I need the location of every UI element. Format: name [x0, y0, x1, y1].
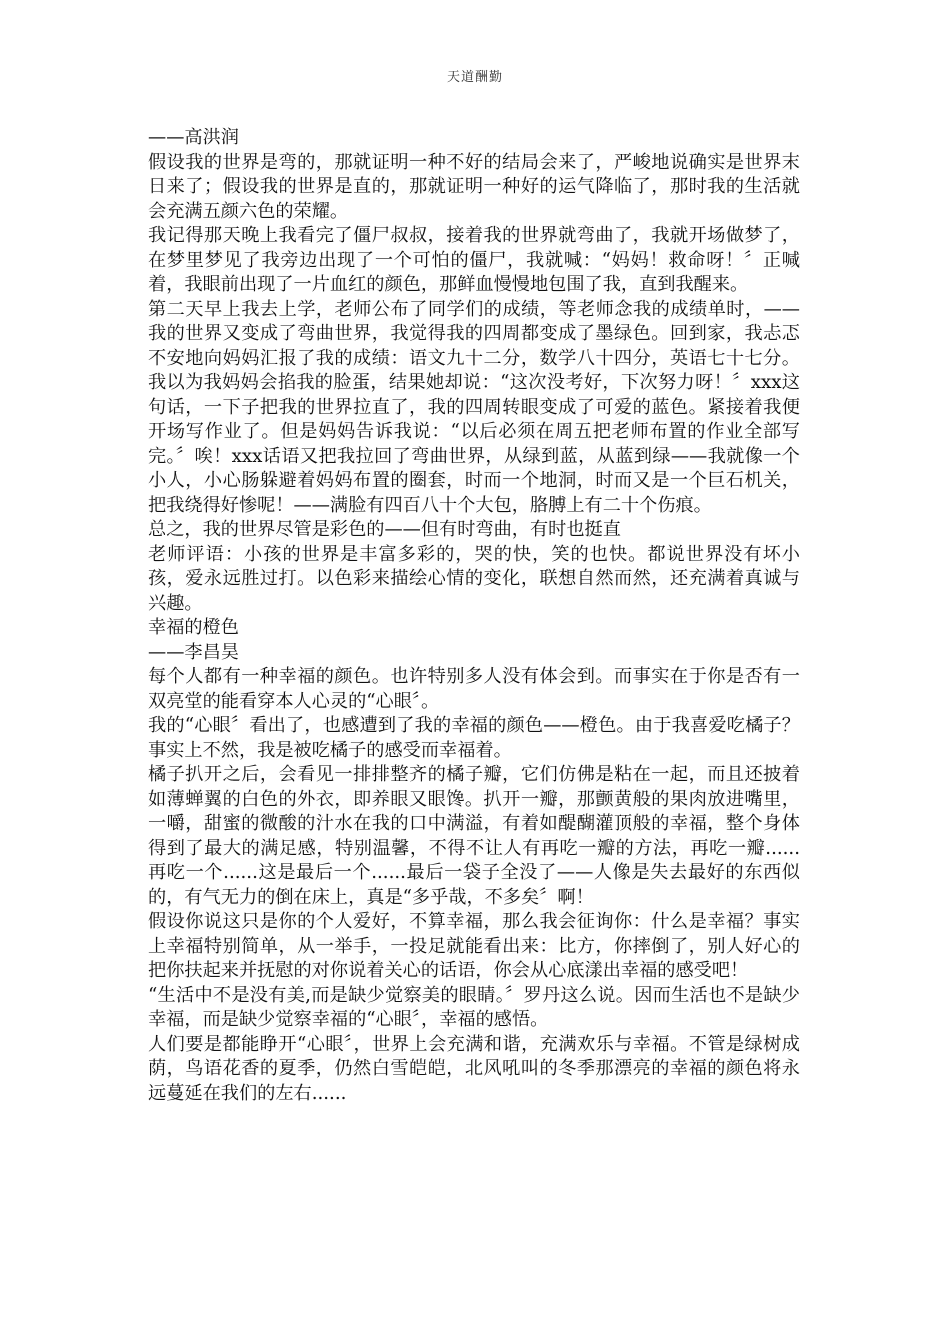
page-header: 天道酬勤 [446, 70, 503, 85]
teacher-comment: 老师评语：小孩的世界是丰富多彩的，哭的快，笑的也快。都说世界没有坏小孩，爱永远胜过打。以色彩来描绘心情的变化，联想自然而然，还充满着真诚与兴趣。 [148, 543, 800, 614]
body-paragraph: 第二天早上我去上学，老师公布了同学们的成绩，等老师念我的成绩单时，——我的世界又变成了弯曲世界，我觉得我的四周都变成了墨绿色。回到家，我忐忑不安地向妈妈汇报了我的成绩：语文九十二分，数学八十四分，英语七十七分。我以为我妈妈会掐我的脸蛋，结果她却说：“这次没考好，下次努力呀！〞xxx这句话，一下子把我的世界拉直了，我的四周转眼变成了可爱的蓝色。紧接着我便开场写作业了。但是妈妈告诉我说：“以后必须在周五把老师布置的作业全部写完。〞唉！xxx话语又把我拉回了弯曲世界，从绿到蓝，从蓝到绿——我就像一个小人，小心肠躲避着妈妈布置的圈套，时而一个地洞，时而又是一个巨石机关，把我绕得好惨呢！——满脸有四百八十个大包，胳膊上有二十个伤痕。 [148, 298, 800, 516]
body-paragraph: “生活中不是没有美,而是缺少觉察美的眼睛。〞罗丹这么说。因而生活也不是缺少幸福，而是缺少觉察幸福的“心眼〞，幸福的感悟。 [148, 984, 800, 1030]
author-line: ——高洪润 [148, 127, 239, 148]
author-line: ——李昌昊 [148, 641, 239, 663]
body-paragraph: 橘子扒开之后，会看见一排排整齐的橘子瓣，它们仿佛是粘在一起，而且还披着如薄蝉翼的白色的外衣，即养眼又眼馋。扒开一瓣，那颤黄般的果肉放进嘴里，一嚼，甜蜜的微酸的汁水在我的口中满溢，有着如醍醐灌顶般的幸福，整个身体得到了最大的满足感，特别温馨，不得不让人有再吃一瓣的方法，再吃一瓣......再吃一个......这是最后一个......最后一袋子全没了——人像是失去最好的东西似的，有气无力的倒在床上，真是“多乎哉，不多矣〞啊！ [148, 764, 800, 908]
body-paragraph: 人们要是都能睁开“心眼〞，世界上会充满和谐，充满欢乐与幸福。不管是绿树成荫，鸟语花香的夏季，仍然白雪皑皑，北风吼叫的冬季那漂亮的幸福的颜色将永远蔓延在我们的左右...... [148, 1033, 800, 1104]
body-paragraph: 我的“心眼〞看出了，也感遭到了我的幸福的颜色——橙色。由于我喜爱吃橘子？事实上不然，我是被吃橘子的感受而幸福着。 [148, 715, 800, 761]
body-paragraph: 总之，我的世界尽管是彩色的——但有时弯曲，有时也挺直 [148, 519, 621, 540]
essay-title: 幸福的橙色 [148, 617, 239, 638]
body-paragraph: 假设你说这只是你的个人爱好，不算幸福，那么我会征询你：什么是幸福？事实上幸福特别简单，从一举手，一投足就能看出来：比方，你摔倒了，别人好心的把你扶起来并抚慰的对你说着关心的话语，你会从心底漾出幸福的感受吧！ [148, 911, 800, 981]
body-paragraph: 我记得那天晚上我看完了僵尸叔叔，接着我的世界就弯曲了，我就开场做梦了，在梦里梦见了我旁边出现了一个可怕的僵尸，我就喊：“妈妈！救命呀！〞正喊着，我眼前出现了一片血红的颜色，那鲜血慢慢地包围了我，直到我醒来。 [148, 225, 800, 295]
document-body [148, 126, 800, 1106]
body-paragraph: 每个人都有一种幸福的颜色。也许特别多人没有体会到。而事实在于你是否有一双亮堂的能看穿本人心灵的“心眼〞。 [148, 666, 800, 712]
body-paragraph: 假设我的世界是弯的，那就证明一种不好的结局会来了，严峻地说确实是世界末日来了；假设我的世界是直的，那就证明一种好的运气降临了，那时我的生活就会充满五颜六色的荣耀。 [148, 151, 800, 222]
